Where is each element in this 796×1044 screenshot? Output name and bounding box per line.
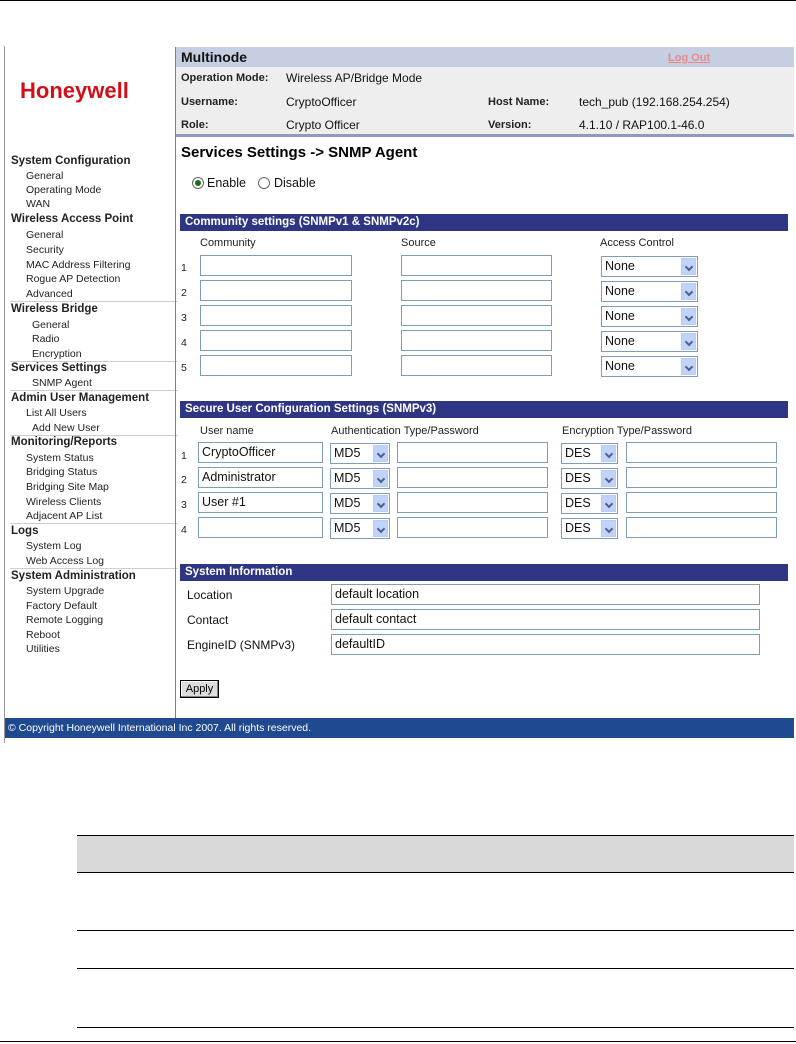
encryption-password-input[interactable]	[626, 517, 777, 538]
row-number: 2	[181, 474, 187, 486]
access-control-select[interactable]	[601, 256, 698, 277]
header-rule	[176, 134, 794, 137]
app-title: Multinode	[181, 49, 248, 65]
copyright-footer: © Copyright Honeywell International Inc 2007. All rights reserved.	[5, 718, 794, 738]
disable-radio[interactable]	[258, 177, 270, 189]
hostname-value: tech_pub (192.168.254.254)	[579, 95, 730, 109]
row-number: 5	[181, 362, 187, 374]
nav-wap-rogue-ap[interactable]: Rogue AP Detection	[26, 273, 121, 285]
nav-services-settings[interactable]: Services Settings	[11, 362, 107, 374]
auth-type-select[interactable]	[330, 468, 390, 489]
access-control-select[interactable]	[601, 331, 698, 352]
community-input[interactable]	[200, 305, 352, 326]
chevron-down-icon[interactable]	[681, 283, 696, 300]
nav-logs-system-log[interactable]: System Log	[26, 540, 82, 552]
username-label: Username:	[181, 96, 238, 108]
chevron-down-icon[interactable]	[681, 258, 696, 275]
community-input[interactable]	[200, 255, 352, 276]
encryption-type-value: DES	[565, 496, 591, 510]
role-label: Role:	[181, 119, 209, 131]
nav-aum-list-users[interactable]: List All Users	[26, 407, 87, 419]
chevron-down-icon[interactable]	[601, 445, 616, 462]
nav-mr-adjacent-ap[interactable]: Adjacent AP List	[26, 510, 103, 522]
encryption-password-input[interactable]	[626, 467, 777, 488]
page-top-rule	[0, 0, 796, 1]
user-name-input[interactable]: User #1	[198, 492, 323, 513]
auth-type-value: MD5	[334, 521, 361, 535]
row-number: 3	[181, 312, 187, 324]
contact-input[interactable]: default contact	[331, 609, 760, 630]
auth-type-select[interactable]	[330, 443, 390, 464]
access-control-value: None	[605, 284, 635, 298]
col-community: Community	[200, 237, 256, 249]
user-name-input[interactable]: Administrator	[198, 467, 323, 488]
nav-wap-general[interactable]: General	[26, 229, 64, 241]
community-input[interactable]	[200, 280, 352, 301]
nav-sa-utilities[interactable]: Utilities	[26, 643, 60, 655]
nav-sa-reboot[interactable]: Reboot	[26, 629, 60, 641]
encryption-type-select[interactable]	[561, 493, 618, 514]
source-input[interactable]	[401, 355, 552, 376]
nav-wireless-access-point[interactable]: Wireless Access Point	[11, 213, 134, 225]
col-access-control: Access Control	[600, 237, 674, 249]
nav-aum-add-user[interactable]: Add New User	[32, 422, 100, 434]
chevron-down-icon[interactable]	[373, 470, 388, 487]
auth-type-value: MD5	[334, 471, 361, 485]
user-name-input[interactable]	[198, 517, 323, 538]
community-input[interactable]	[200, 330, 352, 351]
source-input[interactable]	[401, 280, 552, 301]
apply-button[interactable]: Apply	[180, 680, 219, 698]
enable-label: Enable	[207, 176, 246, 190]
engine-id-label: EngineID (SNMPv3)	[187, 638, 296, 652]
operation-mode-label: Operation Mode:	[181, 72, 269, 84]
nav-wap-advanced[interactable]: Advanced	[26, 288, 73, 300]
community-settings-header: Community settings (SNMPv1 & SNMPv2c)	[180, 214, 788, 231]
version-label: Version:	[488, 119, 532, 131]
nav-sa-remote-logging[interactable]: Remote Logging	[26, 614, 104, 626]
access-control-select[interactable]	[601, 356, 698, 377]
nav-mr-bridging-site-map[interactable]: Bridging Site Map	[26, 481, 109, 493]
chevron-down-icon[interactable]	[601, 520, 616, 537]
access-control-value: None	[605, 259, 635, 273]
page-bottom-rule	[0, 1041, 796, 1042]
chevron-down-icon[interactable]	[373, 495, 388, 512]
nav-wb-radio[interactable]: Radio	[32, 333, 60, 345]
auth-type-select[interactable]	[330, 518, 390, 539]
nav-wb-encryption[interactable]: Encryption	[32, 348, 82, 360]
nav-sc-general[interactable]: General	[26, 170, 64, 182]
col-auth: Authentication Type/Password	[331, 425, 479, 437]
table-rule	[77, 930, 794, 931]
chevron-down-icon[interactable]	[373, 520, 388, 537]
access-control-select[interactable]	[601, 306, 698, 327]
operation-mode-value: Wireless AP/Bridge Mode	[286, 71, 423, 85]
disable-label: Disable	[274, 176, 316, 190]
row-number: 1	[181, 450, 187, 462]
auth-password-input[interactable]	[397, 517, 548, 538]
nav-wap-security[interactable]: Security	[26, 244, 64, 256]
contact-label: Contact	[187, 613, 229, 627]
info-panel	[176, 67, 794, 135]
secure-user-settings-header: Secure User Configuration Settings (SNMPv3)	[180, 401, 788, 418]
col-user-name: User name	[200, 425, 254, 437]
encryption-type-select[interactable]	[561, 443, 618, 464]
col-source: Source	[401, 237, 436, 249]
nav-sa-system-upgrade[interactable]: System Upgrade	[26, 585, 105, 597]
auth-type-value: MD5	[334, 446, 361, 460]
row-number: 3	[181, 499, 187, 511]
table-rule	[77, 968, 794, 969]
nav-separator	[10, 390, 178, 391]
sidebar	[5, 136, 175, 718]
chevron-down-icon[interactable]	[681, 308, 696, 325]
logout-link[interactable]: Log Out	[668, 52, 711, 64]
encryption-password-input[interactable]	[626, 492, 777, 513]
table-rule	[77, 1027, 794, 1028]
auth-type-select[interactable]	[330, 493, 390, 514]
nav-system-configuration[interactable]: System Configuration	[11, 155, 131, 167]
nav-mr-bridging-status[interactable]: Bridging Status	[26, 466, 98, 478]
row-number: 4	[181, 524, 187, 536]
chevron-down-icon[interactable]	[681, 358, 696, 375]
encryption-password-input[interactable]	[626, 442, 777, 463]
nav-ss-snmp-agent[interactable]: SNMP Agent	[32, 377, 92, 389]
location-input[interactable]: default location	[331, 584, 760, 605]
access-control-value: None	[605, 359, 635, 373]
nav-logs[interactable]: Logs	[11, 525, 39, 537]
encryption-type-select[interactable]	[561, 468, 618, 489]
nav-mr-wireless-clients[interactable]: Wireless Clients	[26, 496, 102, 508]
page-title: Services Settings -> SNMP Agent	[181, 144, 418, 161]
encryption-type-value: DES	[565, 521, 591, 535]
source-input[interactable]	[401, 330, 552, 351]
encryption-type-select[interactable]	[561, 518, 618, 539]
username-value: CryptoOfficer	[286, 95, 357, 109]
system-information-header: System Information	[180, 564, 788, 581]
auth-password-input[interactable]	[397, 467, 548, 488]
access-control-value: None	[605, 334, 635, 348]
nav-separator	[10, 568, 178, 569]
hostname-label: Host Name:	[488, 96, 550, 108]
nav-wb-general[interactable]: General	[32, 319, 70, 331]
nav-mr-system-status[interactable]: System Status	[26, 452, 94, 464]
table-rule	[77, 835, 794, 836]
auth-password-input[interactable]	[397, 442, 548, 463]
sidebar-divider	[175, 47, 176, 718]
encryption-type-value: DES	[565, 471, 591, 485]
table-header-row	[77, 836, 794, 872]
nav-wireless-bridge[interactable]: Wireless Bridge	[11, 303, 98, 315]
user-name-input[interactable]: CryptoOfficer	[198, 442, 323, 463]
nav-sc-wan[interactable]: WAN	[26, 198, 51, 210]
location-label: Location	[187, 588, 233, 602]
nav-system-administration[interactable]: System Administration	[11, 570, 136, 582]
col-encryption: Encryption Type/Password	[562, 425, 693, 437]
table-rule	[77, 872, 794, 873]
engine-id-input[interactable]: defaultID	[331, 634, 760, 655]
community-input[interactable]	[200, 355, 352, 376]
honeywell-logo: Honeywell	[20, 78, 129, 103]
access-control-select[interactable]	[601, 281, 698, 302]
nav-separator	[10, 523, 178, 524]
source-input[interactable]	[401, 305, 552, 326]
row-number: 4	[181, 337, 187, 349]
row-number: 1	[181, 262, 187, 274]
role-value: Crypto Officer	[286, 118, 360, 132]
nav-sc-operating-mode[interactable]: Operating Mode	[26, 184, 102, 196]
nav-monitoring-reports[interactable]: Monitoring/Reports	[11, 436, 118, 448]
chevron-down-icon[interactable]	[601, 470, 616, 487]
enable-radio[interactable]	[192, 177, 204, 189]
nav-separator	[10, 301, 178, 302]
auth-type-value: MD5	[334, 496, 361, 510]
row-number: 2	[181, 287, 187, 299]
nav-logs-web-access-log[interactable]: Web Access Log	[26, 555, 105, 567]
auth-password-input[interactable]	[397, 492, 548, 513]
version-value: 4.1.10 / RAP100.1-46.0	[579, 118, 705, 132]
chevron-down-icon[interactable]	[681, 333, 696, 350]
source-input[interactable]	[401, 255, 552, 276]
nav-admin-user-management[interactable]: Admin User Management	[11, 392, 150, 404]
access-control-value: None	[605, 309, 635, 323]
chevron-down-icon[interactable]	[373, 445, 388, 462]
encryption-type-value: DES	[565, 446, 591, 460]
nav-sa-factory-default[interactable]: Factory Default	[26, 600, 98, 612]
nav-wap-mac-filtering[interactable]: MAC Address Filtering	[26, 259, 131, 271]
chevron-down-icon[interactable]	[601, 495, 616, 512]
